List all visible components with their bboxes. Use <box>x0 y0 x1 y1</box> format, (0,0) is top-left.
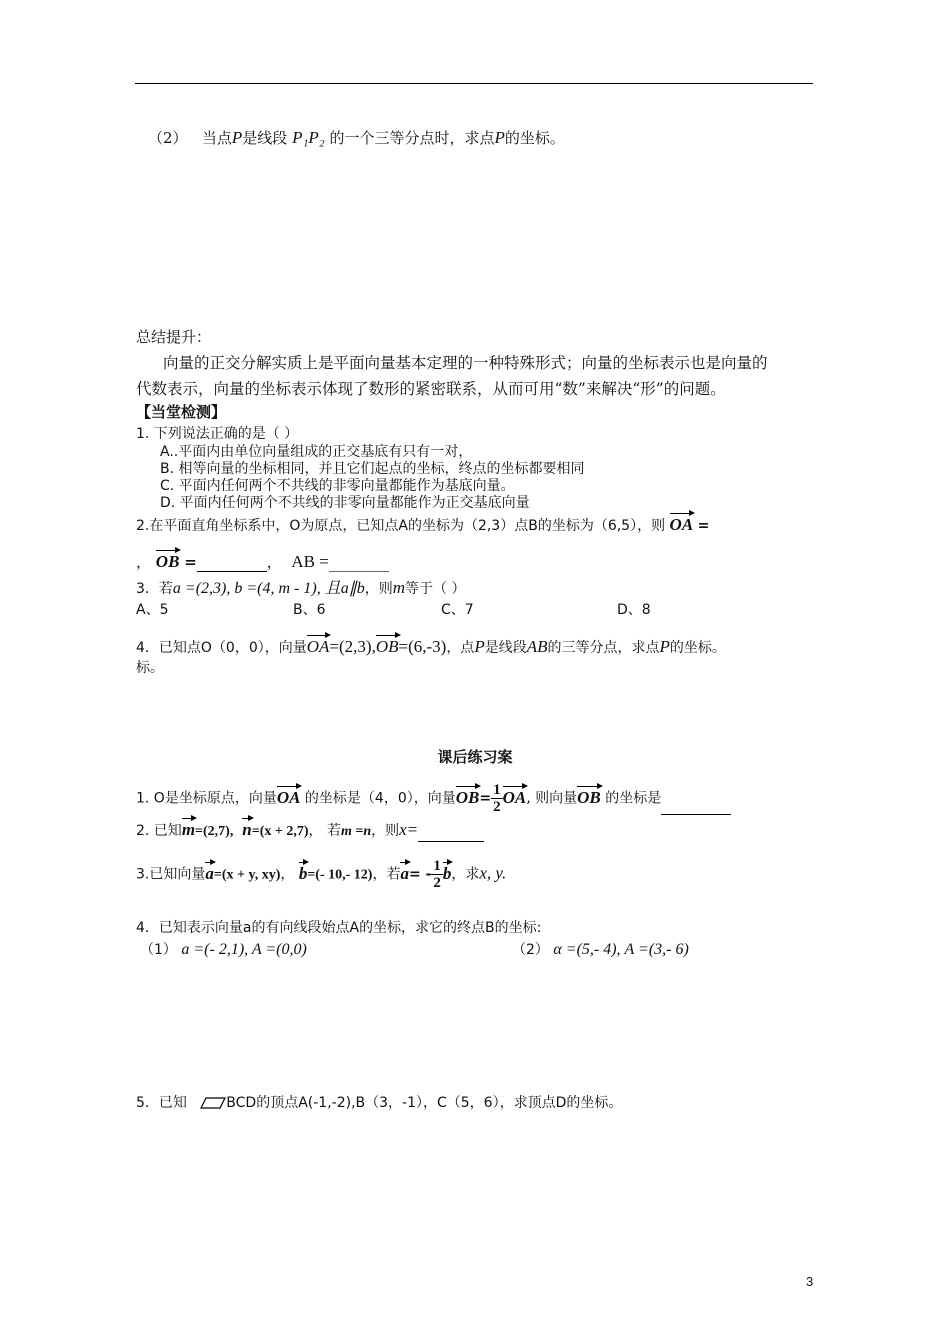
homework-q4-part1: （1） a =(- 2,1), A =(0,0) <box>140 941 307 958</box>
summary-heading: 总结提升： <box>136 328 212 346</box>
check-q1-option-c: C. 平面内任何两个不共线的非零向量都能作为基底向量。 <box>160 478 515 494</box>
check-q4: 4．已知点O（0，0），向量OA=(2,3),OB=(6,-3)，点P是线段AB的三等分点，求点P的坐标。 <box>136 637 726 656</box>
check-heading: 【当堂检测】 <box>136 403 227 421</box>
check-q3: 3．若a =(2,3), b =(4, m - 1), 且a∥b，则m等于（ ） <box>136 578 466 597</box>
check-q1-option-b: B. 相等向量的坐标相同，并且它们起点的坐标，终点的坐标都要相同 <box>160 461 585 477</box>
homework-q5: 5．已知 BCD的顶点A(-1,-2),B（3，-1），C（5，6），求顶点D的坐标。 <box>136 1095 623 1111</box>
check-q1-option-d: D. 平面内任何两个不共线的非零向量都能作为正交基底向量 <box>160 495 530 511</box>
vector-ob: OB <box>155 552 180 571</box>
check-q3-option-c: C、7 <box>441 602 474 618</box>
homework-q4: 4．已知表示向量a的有向线段始点A的坐标，求它的终点B的坐标: <box>136 920 542 936</box>
blank-h1[interactable] <box>661 814 731 815</box>
check-q3-option-d: D、8 <box>617 602 651 618</box>
check-q2-blanks: ， OB = ， AB = <box>136 552 389 572</box>
check-q1: 1. 下列说法正确的是（ ） <box>136 426 299 442</box>
check-q3-option-b: B、6 <box>293 602 326 618</box>
blank-h2[interactable] <box>418 841 484 842</box>
homework-q4-part2: （2） α =(5,- 4), A =(3,- 6) <box>512 941 689 958</box>
header-rule <box>135 83 813 84</box>
check-q3-option-a: A、5 <box>136 602 169 618</box>
check-q4-cont: 标。 <box>136 660 164 676</box>
homework-q1: 1. O是坐标原点，向量OA 的坐标是（4，0），向量OB= $\frac{1}{2}$ OA, 则向量OB 的坐标是 <box>136 782 731 815</box>
summary-line-1: 向量的正交分解实质上是平面向量基本定理的一种特殊形式；向量的坐标表示也是向量的 <box>163 354 768 372</box>
blank-ob[interactable] <box>197 571 267 572</box>
check-q2: 2.在平面直角坐标系中，O为原点，已知点A的坐标为（2,3）点B的坐标为（6,5），则 OA = <box>136 515 710 534</box>
check-q1-option-a: A..平面内由单位向量组成的正交基底有只有一对， <box>160 444 473 460</box>
question-2: （2） 当点P是线段 P₁P₂ 的一个三等分点时，求点P的坐标。 <box>148 128 565 147</box>
homework-q2: 2. 已知m=(2,7), n=(x + 2,7)， 若m =n，则x= <box>136 820 484 842</box>
homework-title: 课后练习案 <box>437 748 513 766</box>
parallelogram-icon <box>200 1097 226 1109</box>
blank-ab[interactable] <box>329 571 389 572</box>
page-number: 3 <box>806 1274 814 1289</box>
homework-q3: 3.已知向量a=(x + y, xy)， b=(- 10,- 12)，若a= - $\frac{1}{2}$ b，求x, y. <box>136 858 507 891</box>
vector-oa: OA <box>669 515 694 534</box>
summary-line-2: 代数表示，向量的坐标表示体现了数形的紧密联系，从而可用“数”来解决“形”的问题。 <box>136 380 726 398</box>
